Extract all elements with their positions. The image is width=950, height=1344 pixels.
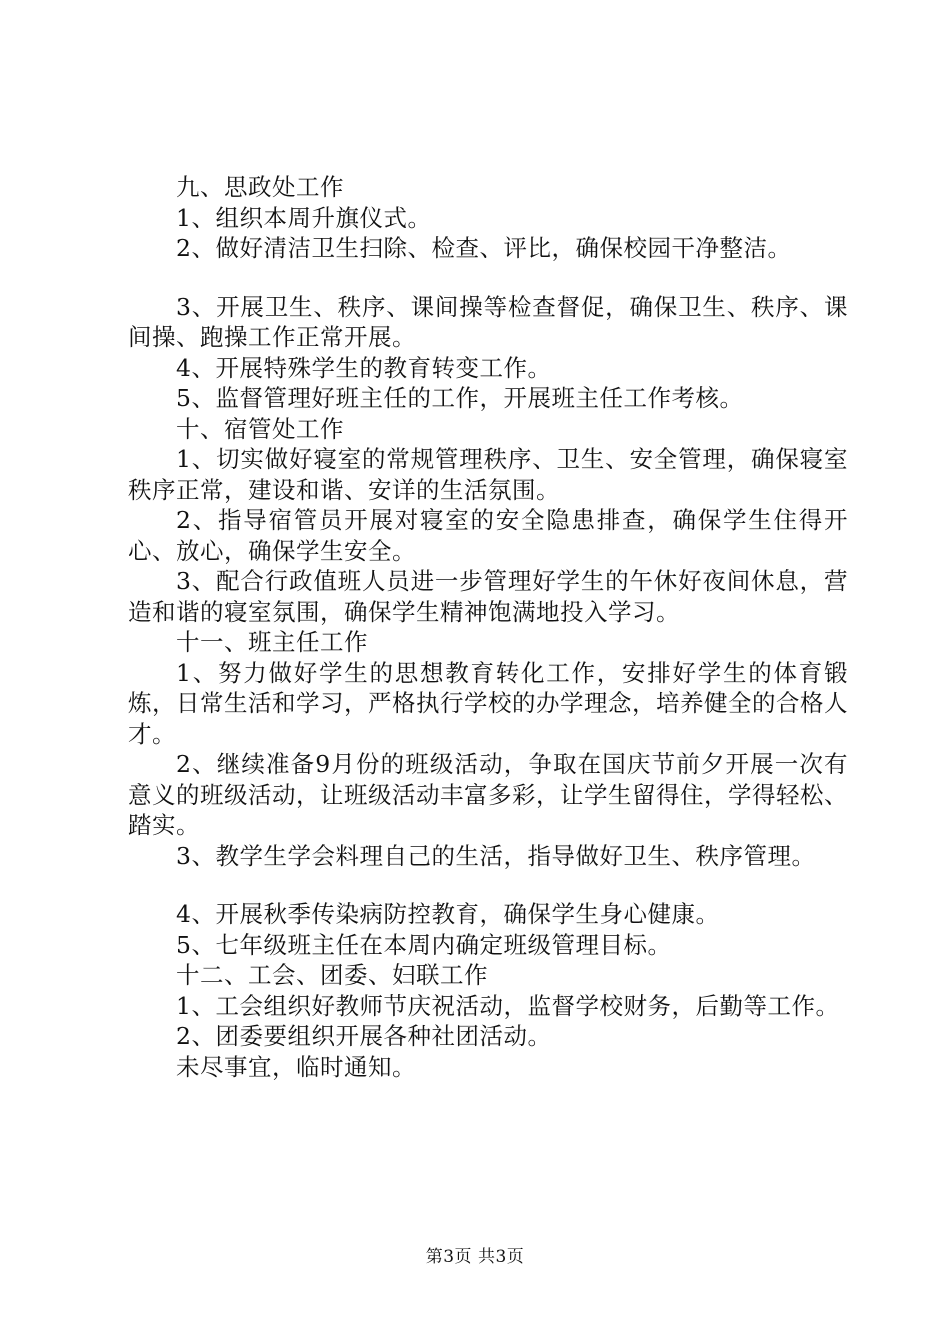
page-number-footer: 第3页 共3页 bbox=[425, 1247, 525, 1267]
paragraph: 2、指导宿管员开展对寝室的安全隐患排查，确保学生住得开心、放心，确保学生安全。 bbox=[128, 506, 848, 565]
section-heading-dormitory: 十、宿管处工作 bbox=[176, 414, 344, 443]
section-heading-class-teacher: 十一、班主任工作 bbox=[176, 628, 368, 656]
document-body bbox=[128, 172, 848, 1082]
paragraph: 1、努力做好学生的思想教育转化工作，安排好学生的体育锻炼，日常生活和学习，严格执行学校的办学理念，培养健全的合格人才。 bbox=[128, 658, 848, 748]
paragraph-gap bbox=[128, 264, 848, 292]
paragraph: 5、七年级班主任在本周内确定班级管理目标。 bbox=[176, 930, 672, 959]
paragraph: 3、开展卫生、秩序、课间操等检查督促，确保卫生、秩序、课间操、跑操工作正常开展。 bbox=[128, 292, 848, 351]
paragraph: 1、组织本周升旗仪式。 bbox=[176, 203, 432, 232]
paragraph: 2、团委要组织开展各种社团活动。 bbox=[176, 1022, 552, 1050]
paragraph: 3、教学生学会料理自己的生活，指导做好卫生、秩序管理。 bbox=[176, 841, 816, 870]
paragraph: 4、开展秋季传染病防控教育，确保学生身心健康。 bbox=[176, 900, 720, 928]
closing-note: 未尽事宜，临时通知。 bbox=[176, 1052, 416, 1081]
paragraph: 2、做好清洁卫生扫除、检查、评比，确保校园干净整洁。 bbox=[176, 234, 792, 262]
paragraph: 1、切实做好寝室的常规管理秩序、卫生、安全管理，确保寝室秩序正常，建设和谐、安详的生活氛围。 bbox=[128, 445, 848, 504]
section-heading-union: 十二、工会、团委、妇联工作 bbox=[176, 961, 488, 989]
paragraph: 5、监督管理好班主任的工作，开展班主任工作考核。 bbox=[176, 384, 744, 412]
paragraph: 1、工会组织好教师节庆祝活动，监督学校财务，后勤等工作。 bbox=[176, 991, 840, 1020]
paragraph: 4、开展特殊学生的教育转变工作。 bbox=[176, 353, 552, 382]
paragraph-gap bbox=[128, 871, 848, 899]
section-heading-political-affairs: 九、思政处工作 bbox=[176, 173, 344, 201]
paragraph: 2、继续准备9月份的班级活动，争取在国庆节前夕开展一次有意义的班级活动，让班级活动丰富多彩，让学生留得住，学得轻松、踏实。 bbox=[128, 750, 848, 839]
paragraph: 3、配合行政值班人员进一步管理好学生的午休好夜间休息，营造和谐的寝室氛围，确保学生精神饱满地投入学习。 bbox=[128, 567, 848, 626]
